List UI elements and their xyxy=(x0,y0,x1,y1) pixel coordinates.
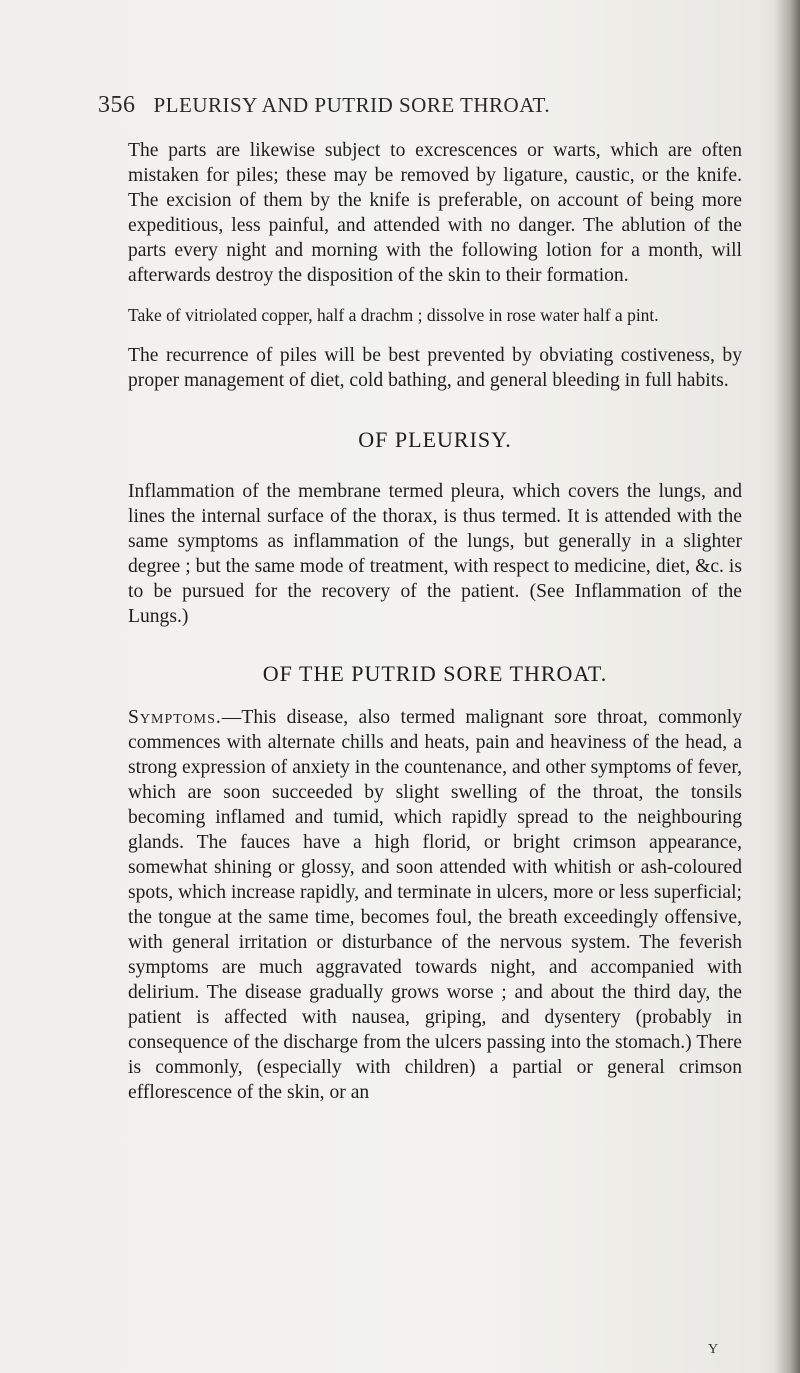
heading-pleurisy: OF PLEURISY. xyxy=(358,427,512,452)
paragraph-pleurisy: Inflammation of the membrane termed pleura, which covers the lungs, and lines the internal surface of the thorax, is thus termed. It is attended with the same symptoms as inflammation of the lungs, but generally in a slighter degree ; but the same mode of treatment, with respect to medicine, diet, &c. is to be pursued for the recovery of the patient. (See Inflammation of the Lungs.) xyxy=(128,481,742,627)
paragraph-symptoms xyxy=(128,705,742,1105)
symptoms-text: —This disease, also termed malignant sore throat, commonly commences with alternate chills and heats, pain and heaviness of the head, a strong expression of anxiety in the countenance, and other symptoms of fever, which are soon succeeded by slight swelling of the throat, the tonsils becoming inflamed and tumid, which rapidly spread to the neighbouring glands. The fauces have a high florid, or bright crimson appearance, somewhat shining or glossy, and soon attended with whitish or ash-coloured spots, which increase rapidly, and terminate in ulcers, more or less superficial; the tongue at the same time, becomes foul, the breath exceedingly offensive, with general irritation or disturbance of the nervous system. The feverish symptoms are much aggravated towards night, and accompanied with delirium. The disease gradually grows worse ; and about the third day, the patient is affected with nausea, griping, and dysentery (probably in consequence of the discharge from the ulcers passing into the stomach.) There is commonly, (especially with children) a partial or general crimson efflorescence of the skin, or an xyxy=(128,707,742,1103)
heading-putrid-sore-throat: OF THE PUTRID SORE THROAT. xyxy=(262,661,608,686)
page-edge-shadow xyxy=(774,0,800,1373)
page-number: 356 xyxy=(98,92,136,118)
signature-mark: Y xyxy=(708,1342,719,1357)
paragraph-warts: The parts are likewise subject to excrescences or warts, which are often mistaken for piles; these may be removed by ligature, caustic, or the knife. The excision of them by the knife is preferable, on account of being more expeditious, less painful, and attended with no danger. The ablution of the parts every night and morning with the following lotion for a month, will afterwards destroy the disposition of the skin to their formation. xyxy=(128,140,742,286)
paragraph-recurrence: The recurrence of piles will be best prevented by obviating costiveness, by proper management of diet, cold bathing, and general bleeding in full habits. xyxy=(128,345,742,391)
running-head xyxy=(98,92,718,119)
symptoms-label: Symptoms. xyxy=(128,707,222,728)
paragraph-recipe: Take of vitriolated copper, half a drachm ; dissolve in rose water half a pint. xyxy=(128,305,659,325)
page-body xyxy=(128,138,742,1105)
running-title: PLEURISY AND PUTRID SORE THROAT. xyxy=(153,93,551,117)
